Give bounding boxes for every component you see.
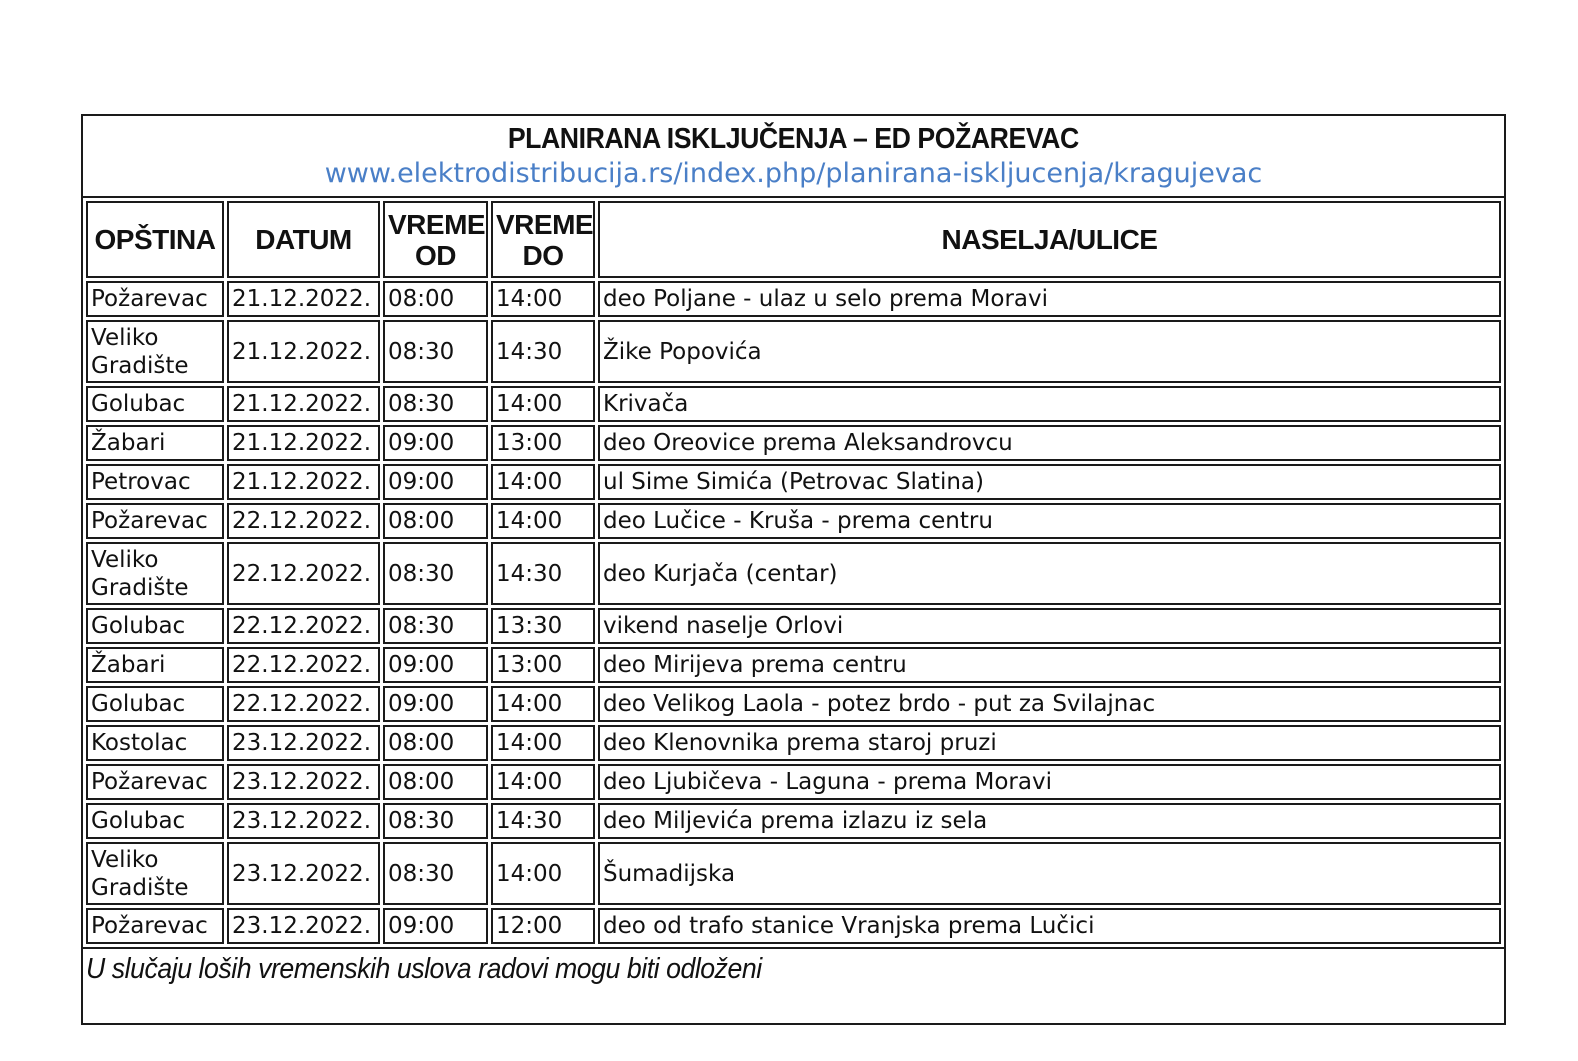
cell-vreme-od: 08:00	[383, 503, 488, 539]
cell-naselja: Šumadijska	[598, 842, 1501, 905]
cell-vreme-do: 14:00	[491, 464, 595, 500]
table-row	[86, 908, 1501, 944]
table-header-row	[86, 201, 1501, 278]
header-vreme-do: VREME DO	[491, 201, 595, 278]
cell-vreme-do: 13:00	[491, 647, 595, 683]
cell-naselja: deo Velikog Laola - potez brdo - put za Svilajnac	[598, 686, 1501, 722]
cell-vreme-od: 08:30	[383, 320, 488, 383]
cell-vreme-od: 09:00	[383, 425, 488, 461]
cell-vreme-do: 14:00	[491, 842, 595, 905]
table-row	[86, 764, 1501, 800]
cell-naselja: deo Mirijeva prema centru	[598, 647, 1501, 683]
table-row	[86, 608, 1501, 644]
cell-vreme-od: 08:30	[383, 842, 488, 905]
cell-vreme-od: 08:00	[383, 764, 488, 800]
cell-vreme-od: 08:30	[383, 608, 488, 644]
cell-naselja: deo Kurjača (centar)	[598, 542, 1501, 605]
table-row	[86, 842, 1501, 905]
cell-datum: 23.12.2022.	[227, 842, 380, 905]
cell-datum: 23.12.2022.	[227, 803, 380, 839]
cell-opstina: Žabari	[86, 425, 224, 461]
cell-opstina: Veliko Gradište	[86, 842, 224, 905]
cell-naselja: deo Ljubičeva - Laguna - prema Moravi	[598, 764, 1501, 800]
cell-vreme-od: 08:00	[383, 281, 488, 317]
cell-vreme-od: 08:30	[383, 803, 488, 839]
cell-vreme-do: 12:00	[491, 908, 595, 944]
cell-opstina: Požarevac	[86, 503, 224, 539]
outage-schedule-document	[81, 114, 1506, 1025]
cell-opstina: Kostolac	[86, 725, 224, 761]
cell-naselja: deo Miljevića prema izlazu iz sela	[598, 803, 1501, 839]
table-row	[86, 281, 1501, 317]
cell-naselja: Žike Popovića	[598, 320, 1501, 383]
table-row	[86, 464, 1501, 500]
cell-vreme-do: 13:30	[491, 608, 595, 644]
table-row	[86, 647, 1501, 683]
cell-vreme-do: 14:30	[491, 542, 595, 605]
cell-datum: 22.12.2022.	[227, 503, 380, 539]
cell-vreme-od: 09:00	[383, 908, 488, 944]
cell-opstina: Žabari	[86, 647, 224, 683]
cell-opstina: Petrovac	[86, 464, 224, 500]
cell-vreme-od: 08:30	[383, 542, 488, 605]
cell-vreme-do: 14:00	[491, 725, 595, 761]
cell-datum: 22.12.2022.	[227, 686, 380, 722]
cell-datum: 22.12.2022.	[227, 647, 380, 683]
cell-opstina: Požarevac	[86, 764, 224, 800]
header-datum: DATUM	[227, 201, 380, 278]
cell-datum: 21.12.2022.	[227, 320, 380, 383]
table-row	[86, 725, 1501, 761]
cell-opstina: Požarevac	[86, 281, 224, 317]
table-row	[86, 425, 1501, 461]
table-body	[86, 281, 1501, 944]
cell-vreme-od: 08:00	[383, 725, 488, 761]
header-naselja: NASELJA/ULICE	[598, 201, 1501, 278]
cell-vreme-do: 13:00	[491, 425, 595, 461]
cell-vreme-od: 09:00	[383, 686, 488, 722]
cell-naselja: deo Klenovnika prema staroj pruzi	[598, 725, 1501, 761]
cell-vreme-od: 09:00	[383, 647, 488, 683]
title-block	[83, 116, 1504, 198]
cell-opstina: Golubac	[86, 608, 224, 644]
cell-vreme-do: 14:00	[491, 764, 595, 800]
cell-opstina: Veliko Gradište	[86, 542, 224, 605]
table-row	[86, 542, 1501, 605]
cell-naselja: deo Poljane - ulaz u selo prema Moravi	[598, 281, 1501, 317]
cell-opstina: Požarevac	[86, 908, 224, 944]
table-row	[86, 803, 1501, 839]
cell-naselja: ul Sime Simića (Petrovac Slatina)	[598, 464, 1501, 500]
cell-vreme-do: 14:00	[491, 281, 595, 317]
document-title: PLANIRANA ISKLJUČENJA – ED POŽAREVAC	[508, 123, 1079, 155]
cell-naselja: deo Oreovice prema Aleksandrovcu	[598, 425, 1501, 461]
cell-datum: 21.12.2022.	[227, 386, 380, 422]
cell-datum: 23.12.2022.	[227, 764, 380, 800]
cell-vreme-od: 09:00	[383, 464, 488, 500]
header-vreme-od: VREME OD	[383, 201, 488, 278]
cell-datum: 23.12.2022.	[227, 725, 380, 761]
cell-opstina: Veliko Gradište	[86, 320, 224, 383]
table-row	[86, 386, 1501, 422]
cell-naselja: deo Lučice - Kruša - prema centru	[598, 503, 1501, 539]
cell-datum: 22.12.2022.	[227, 608, 380, 644]
cell-naselja: vikend naselje Orlovi	[598, 608, 1501, 644]
cell-vreme-od: 08:30	[383, 386, 488, 422]
cell-vreme-do: 14:00	[491, 386, 595, 422]
source-link[interactable]: www.elektrodistribucija.rs/index.php/planirana-iskljucenja/kragujevac	[324, 158, 1263, 189]
cell-datum: 21.12.2022.	[227, 464, 380, 500]
cell-opstina: Golubac	[86, 386, 224, 422]
cell-datum: 21.12.2022.	[227, 281, 380, 317]
cell-datum: 22.12.2022.	[227, 542, 380, 605]
cell-naselja: Krivača	[598, 386, 1501, 422]
cell-datum: 23.12.2022.	[227, 908, 380, 944]
cell-vreme-do: 14:00	[491, 503, 595, 539]
cell-opstina: Golubac	[86, 686, 224, 722]
weather-note	[83, 947, 1504, 1023]
cell-vreme-do: 14:00	[491, 686, 595, 722]
table-row	[86, 320, 1501, 383]
cell-vreme-do: 14:30	[491, 803, 595, 839]
header-opstina: OPŠTINA	[86, 201, 224, 278]
weather-note-text: U slučaju loših vremenskih uslova radovi mogu biti odloženi	[86, 953, 762, 985]
cell-naselja: deo od trafo stanice Vranjska prema Lučici	[598, 908, 1501, 944]
table-row	[86, 503, 1501, 539]
table-row	[86, 686, 1501, 722]
cell-datum: 21.12.2022.	[227, 425, 380, 461]
cell-opstina: Golubac	[86, 803, 224, 839]
cell-vreme-do: 14:30	[491, 320, 595, 383]
outage-table	[83, 198, 1504, 947]
